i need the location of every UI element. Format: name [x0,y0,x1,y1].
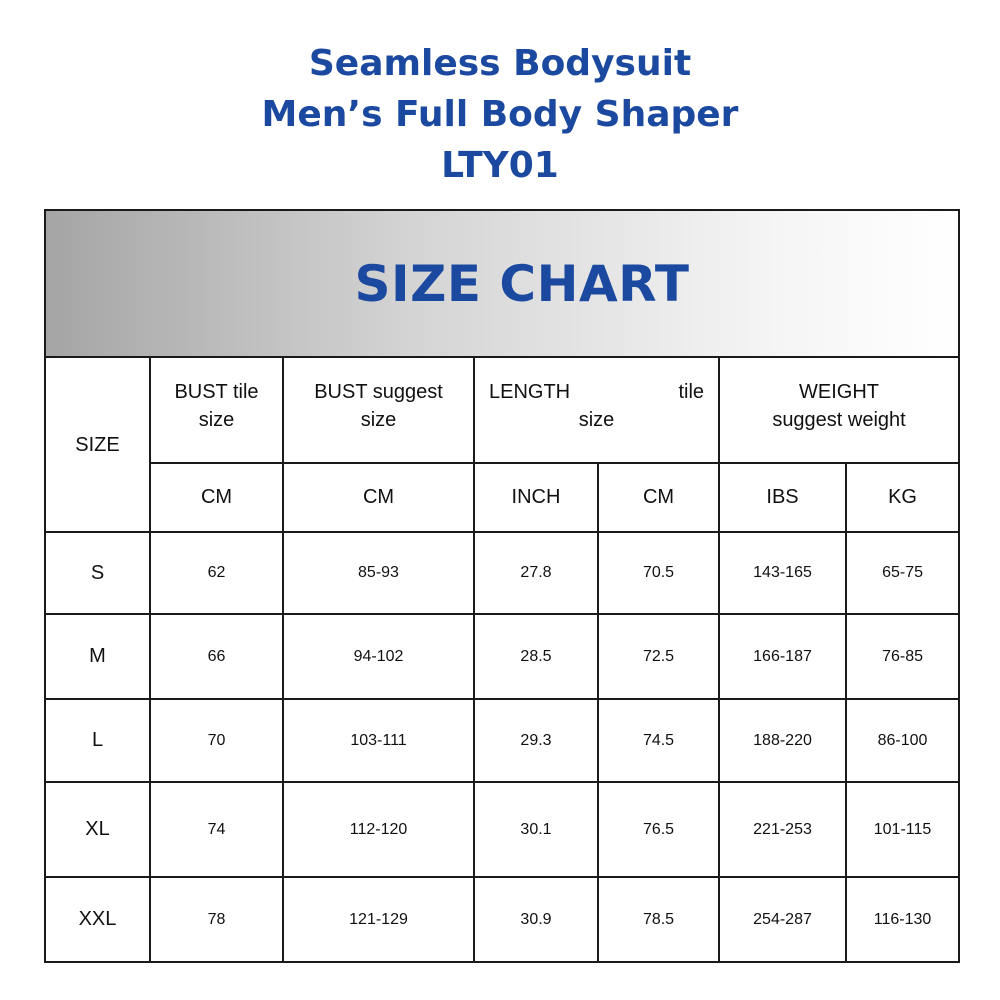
data-cell: 86-100 [846,699,958,782]
data-cell: 188-220 [719,699,846,782]
bust-tile-header: BUST tile size [150,358,283,463]
data-cell: 70.5 [598,532,719,614]
data-cell: 74 [150,782,283,877]
bust-suggest-header: BUST suggest size [283,358,474,463]
size-header: SIZE [46,358,150,532]
size-table [46,358,958,961]
data-cell: 62 [150,532,283,614]
table-row [46,782,958,877]
size-chart-title: SIZE CHART [354,254,690,313]
data-cell: 74.5 [598,699,719,782]
table-row [46,877,958,961]
unit-cell: CM [150,463,283,532]
data-cell: 254-287 [719,877,846,961]
data-cell: 116-130 [846,877,958,961]
size-cell: S [46,532,150,614]
data-cell: 112-120 [283,782,474,877]
data-cell: 28.5 [474,614,598,699]
unit-row [46,463,958,532]
data-cell: 103-111 [283,699,474,782]
unit-cell: CM [598,463,719,532]
data-cell: 66 [150,614,283,699]
data-cell: 72.5 [598,614,719,699]
data-cell: 30.9 [474,877,598,961]
size-chart-banner [46,211,958,358]
data-cell: 70 [150,699,283,782]
data-cell: 78.5 [598,877,719,961]
weight-header: WEIGHT suggest weight [719,358,958,463]
title-block [0,38,1000,191]
data-cell: 30.1 [474,782,598,877]
data-cell: 221-253 [719,782,846,877]
size-cell: XL [46,782,150,877]
product-code: LTY01 [441,145,559,186]
data-cell: 76.5 [598,782,719,877]
size-cell: XXL [46,877,150,961]
data-cell: 65-75 [846,532,958,614]
size-cell: L [46,699,150,782]
data-cell: 76-85 [846,614,958,699]
data-cell: 101-115 [846,782,958,877]
unit-cell: CM [283,463,474,532]
data-cell: 121-129 [283,877,474,961]
header-row [46,358,958,463]
size-cell: M [46,614,150,699]
unit-cell: IBS [719,463,846,532]
data-cell: 29.3 [474,699,598,782]
product-title: Seamless Bodysuit [308,43,692,84]
unit-cell: INCH [474,463,598,532]
data-cell: 166-187 [719,614,846,699]
data-cell: 78 [150,877,283,961]
data-cell: 27.8 [474,532,598,614]
table-row [46,614,958,699]
table-row [46,532,958,614]
length-header: LENGTH tile size [474,358,719,463]
data-cell: 85-93 [283,532,474,614]
product-subtitle: Men’s Full Body Shaper [261,94,739,135]
unit-cell: KG [846,463,958,532]
data-cell: 143-165 [719,532,846,614]
size-chart [44,209,960,963]
table-row [46,699,958,782]
data-cell: 94-102 [283,614,474,699]
